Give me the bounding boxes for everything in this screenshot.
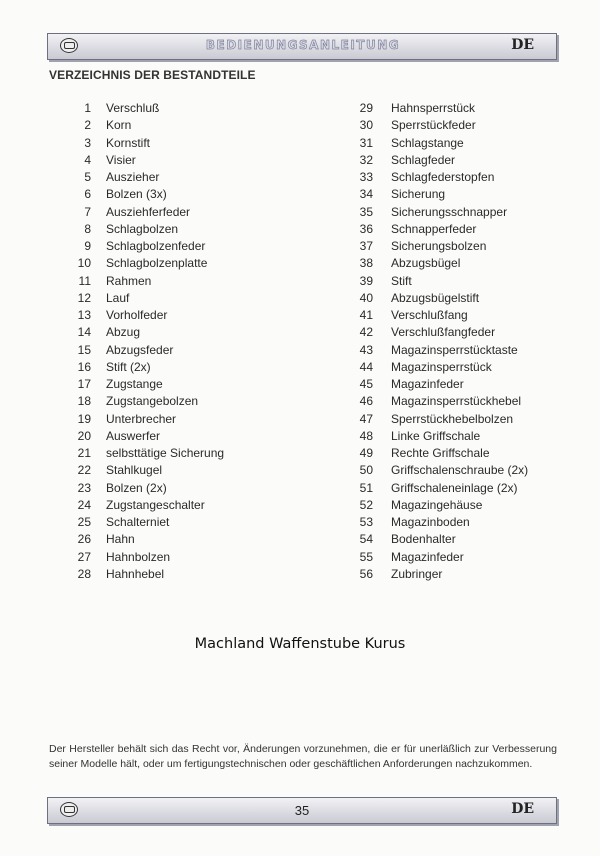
part-number: 23 <box>77 480 91 495</box>
part-name: Hahnbolzen <box>106 549 171 564</box>
part-number: 5 <box>84 170 91 184</box>
part-number: 18 <box>77 394 91 409</box>
parts-list-left <box>58 100 224 583</box>
part-name: Magazinsperrstücktaste <box>391 342 518 357</box>
parts-list-item <box>58 393 224 410</box>
part-number: 45 <box>359 377 373 391</box>
part-name: Zugstange <box>106 377 163 391</box>
part-number: 24 <box>77 497 91 512</box>
part-number: 22 <box>77 463 91 478</box>
part-name: Auszieher <box>106 170 160 184</box>
part-name: Schlagfederstopfen <box>391 170 495 184</box>
parts-list-item <box>58 100 224 117</box>
part-number: 39 <box>359 273 373 288</box>
parts-list-item <box>58 480 224 497</box>
part-name: Korn <box>106 118 132 133</box>
page-number: 35 <box>294 803 310 818</box>
part-name: Rahmen <box>106 273 152 288</box>
part-name: Magazinboden <box>391 515 470 529</box>
header-bar <box>47 33 557 60</box>
part-name: Abzugsfeder <box>106 342 174 357</box>
part-number: 49 <box>359 446 373 460</box>
part-name: Schlagstange <box>391 135 464 150</box>
part-number: 56 <box>359 566 373 581</box>
part-number: 14 <box>77 325 91 340</box>
part-number: 41 <box>359 308 373 322</box>
part-number: 10 <box>77 256 91 271</box>
part-number: 11 <box>78 273 91 288</box>
part-name: Auswerfer <box>106 428 161 443</box>
part-number: 7 <box>84 204 91 219</box>
parts-list-item <box>342 255 528 272</box>
part-name: Zugstangebolzen <box>106 394 199 409</box>
parts-list-item <box>342 428 528 445</box>
part-name: Sperrstückfeder <box>391 118 476 133</box>
parts-list-item <box>342 462 528 479</box>
parts-list-item <box>342 411 528 428</box>
part-name: Bodenhalter <box>391 532 456 547</box>
part-number: 54 <box>359 532 373 547</box>
parts-list-item <box>58 186 224 203</box>
part-number: 32 <box>359 152 373 167</box>
part-name: Rechte Griffschale <box>391 446 490 460</box>
parts-list-item <box>342 393 528 410</box>
part-name: Abzugsbügel <box>391 256 461 271</box>
part-name: Abzug <box>106 325 141 340</box>
parts-list-item <box>58 359 224 376</box>
part-name: Bolzen (3x) <box>106 187 167 202</box>
part-number: 34 <box>359 187 373 202</box>
part-name: Sicherungsbolzen <box>391 239 487 253</box>
brand-logo-icon <box>60 38 78 53</box>
parts-list-item <box>58 117 224 134</box>
part-number: 46 <box>359 394 373 409</box>
parts-list-item <box>58 531 224 548</box>
part-name: Sicherungsschnapper <box>391 204 508 219</box>
part-number: 51 <box>359 480 373 495</box>
part-name: Griffschaleneinlage (2x) <box>391 480 518 495</box>
part-name: Vorholfeder <box>106 308 168 322</box>
parts-list-item <box>342 117 528 134</box>
parts-list-right <box>342 100 528 583</box>
part-number: 4 <box>84 152 91 167</box>
parts-list-item <box>342 342 528 359</box>
parts-list-item <box>58 462 224 479</box>
part-name: Schalterniet <box>106 515 170 529</box>
parts-list-item <box>58 255 224 272</box>
parts-list-item <box>342 531 528 548</box>
part-number: 50 <box>359 463 373 478</box>
parts-list-item <box>58 566 224 583</box>
part-number: 40 <box>359 290 373 305</box>
parts-list-item <box>58 428 224 445</box>
part-name: Linke Griffschale <box>391 428 481 443</box>
parts-list-item <box>342 238 528 255</box>
parts-list-item <box>58 152 224 169</box>
part-number: 8 <box>84 221 91 236</box>
part-number: 36 <box>359 221 373 236</box>
parts-list-item <box>342 307 528 324</box>
part-number: 43 <box>359 342 373 357</box>
part-name: Magazinfeder <box>391 377 464 391</box>
header-title: BEDIENUNGSANLEITUNG <box>205 38 401 52</box>
watermark-text: Machland Waffenstube Kurus <box>194 636 406 652</box>
part-number: 6 <box>84 187 91 202</box>
parts-list-item <box>58 307 224 324</box>
part-name: Verschlußfang <box>391 308 468 322</box>
parts-list-item <box>342 152 528 169</box>
part-name: Griffschalenschraube (2x) <box>391 463 529 478</box>
parts-list-item <box>58 411 224 428</box>
language-label: DE <box>511 37 534 53</box>
parts-list-item <box>342 135 528 152</box>
parts-list-item <box>342 376 528 393</box>
part-number: 30 <box>359 118 373 133</box>
parts-list-item <box>342 324 528 341</box>
parts-list-item <box>58 514 224 531</box>
part-name: Verschlußfangfeder <box>391 325 496 340</box>
part-name: Schlagbolzen <box>106 221 179 236</box>
part-name: Magazinsperrstück <box>391 359 492 374</box>
part-number: 17 <box>77 377 91 391</box>
part-number: 44 <box>359 359 373 374</box>
part-name: Magazinfeder <box>391 549 464 564</box>
part-name: Magazinsperrstückhebel <box>391 394 522 409</box>
parts-list-item <box>58 238 224 255</box>
part-number: 26 <box>77 532 91 547</box>
part-name: Schlagbolzenfeder <box>106 239 206 253</box>
parts-list-item <box>342 221 528 238</box>
part-number: 25 <box>77 515 91 529</box>
part-number: 42 <box>359 325 373 340</box>
parts-list-item <box>342 204 528 221</box>
part-name: Abzugsbügelstift <box>391 290 480 305</box>
parts-list-item <box>58 273 224 290</box>
parts-list-item <box>342 480 528 497</box>
part-number: 21 <box>77 446 91 460</box>
part-name: Hahn <box>106 532 135 547</box>
part-name: selbsttätige Sicherung <box>106 446 225 460</box>
part-number: 28 <box>77 566 91 581</box>
parts-list-item <box>58 549 224 566</box>
parts-list-item <box>58 445 224 462</box>
part-number: 1 <box>84 101 91 115</box>
parts-list-item <box>342 514 528 531</box>
part-number: 55 <box>359 549 373 564</box>
section-heading: VERZEICHNIS DER BESTANDTEILE <box>49 68 256 82</box>
disclaimer-text: Der Hersteller behält sich das Recht vor, Änderungen vorzunehmen, die er für unerläßlich zur Verbesserung seiner Modelle hält, oder um fertigungstechnischen oder geschäftlichen Anforderungen nachzukommen. <box>49 743 557 770</box>
part-name: Schlagfeder <box>391 152 456 167</box>
part-name: Stahlkugel <box>106 463 163 478</box>
parts-list-item <box>58 497 224 514</box>
part-name: Sicherung <box>391 187 446 202</box>
part-number: 20 <box>77 428 91 443</box>
part-number: 53 <box>359 515 373 529</box>
parts-list-item <box>342 445 528 462</box>
parts-list-item <box>58 290 224 307</box>
part-name: Zubringer <box>391 566 443 581</box>
part-number: 2 <box>84 118 91 133</box>
part-name: Hahnhebel <box>106 566 165 581</box>
part-name: Hahnsperrstück <box>391 101 476 115</box>
parts-list-item <box>58 169 224 186</box>
part-name: Lauf <box>106 290 130 305</box>
parts-list-item <box>58 342 224 359</box>
part-name: Bolzen (2x) <box>106 480 167 495</box>
part-number: 37 <box>359 239 373 253</box>
part-number: 29 <box>359 101 373 115</box>
parts-list-item <box>342 186 528 203</box>
parts-list-item <box>58 221 224 238</box>
part-number: 9 <box>84 239 91 253</box>
part-number: 12 <box>77 290 91 305</box>
part-name: Sperrstückhebelbolzen <box>391 411 514 426</box>
part-number: 33 <box>359 170 373 184</box>
language-label: DE <box>511 801 534 817</box>
part-number: 3 <box>84 135 91 150</box>
parts-list-item <box>342 549 528 566</box>
parts-list-item <box>342 566 528 583</box>
part-number: 27 <box>77 549 91 564</box>
part-number: 19 <box>77 411 91 426</box>
part-number: 38 <box>359 256 373 271</box>
part-name: Schlagbolzenplatte <box>106 256 208 271</box>
part-name: Stift (2x) <box>106 359 151 374</box>
part-name: Verschluß <box>106 101 160 115</box>
parts-list-item <box>342 497 528 514</box>
part-number: 15 <box>77 342 91 357</box>
part-name: Magazingehäuse <box>391 497 483 512</box>
footer-bar <box>47 797 557 824</box>
parts-list-item <box>58 204 224 221</box>
part-number: 35 <box>359 204 373 219</box>
part-number: 48 <box>359 428 373 443</box>
part-name: Zugstangeschalter <box>106 497 205 512</box>
part-name: Kornstift <box>106 135 151 150</box>
parts-list-item <box>58 324 224 341</box>
part-number: 31 <box>359 135 373 150</box>
parts-list-item <box>342 290 528 307</box>
part-name: Stift <box>391 273 412 288</box>
part-name: Schnapperfeder <box>391 221 477 236</box>
parts-list-item <box>342 273 528 290</box>
part-number: 13 <box>77 308 91 322</box>
part-name: Visier <box>106 152 136 167</box>
parts-list-item <box>58 135 224 152</box>
parts-list-item <box>342 169 528 186</box>
part-number: 47 <box>359 411 373 426</box>
part-number: 52 <box>359 497 373 512</box>
parts-list-item <box>58 376 224 393</box>
parts-list-item <box>342 100 528 117</box>
parts-list-item <box>342 359 528 376</box>
part-name: Ausziehferfeder <box>106 204 191 219</box>
part-name: Unterbrecher <box>106 411 177 426</box>
part-number: 16 <box>77 359 91 374</box>
